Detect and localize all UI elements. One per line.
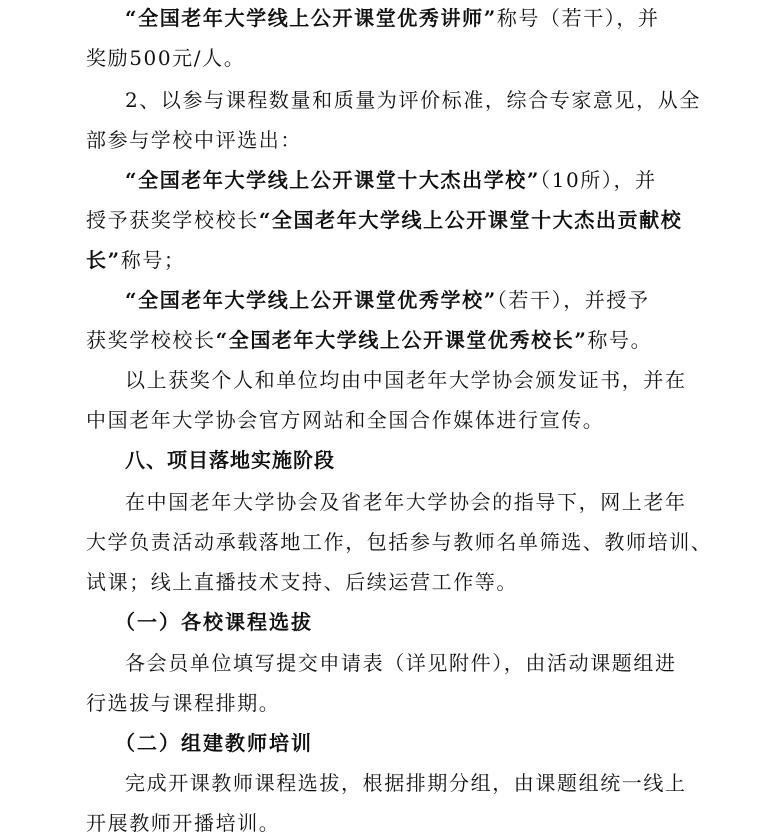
item2-line2: 部参与学校中评选出：	[86, 128, 302, 152]
excellent-school-title: “全国老年大学线上公开课堂优秀学校”	[125, 288, 497, 312]
top10-cont2-plain: 称号；	[120, 248, 186, 272]
top10-school-cont2	[86, 248, 767, 272]
teacher-award-line	[125, 6, 767, 30]
top10-school-line	[125, 168, 767, 192]
top10-cont-plain: 授予获奖学校校长	[86, 208, 259, 232]
top10-principal-title-end: 长”	[86, 248, 121, 272]
certificate-line2: 中国老年大学协会官方网站和全国合作媒体进行宣传。	[86, 408, 605, 432]
top10-principal-title: “全国老年大学线上公开课堂十大杰出贡献校	[258, 208, 683, 232]
subsection1-line2: 行选拔与课程排期。	[86, 691, 281, 715]
excellent-cont-plain: 获奖学校校长	[86, 328, 216, 352]
section8-intro-line1: 在中国老年大学协会及省老年大学协会的指导下，网上老年	[125, 490, 687, 514]
section8-intro-line2: 大学负责活动承载落地工作，包括参与教师名单筛选、教师培训、	[86, 530, 713, 554]
subsection2-heading: （二）组建教师培训	[115, 731, 313, 755]
teacher-award-title: “全国老年大学线上公开课堂优秀讲师”	[125, 6, 497, 30]
item2-line1: 2、以参与课程数量和质量为评价标准，综合专家意见，从全	[125, 88, 701, 112]
excellent-cont-tail: 称号。	[587, 328, 653, 352]
excellent-school-cont	[86, 328, 767, 352]
certificate-line1: 以上获奖个人和单位均由中国老年大学协会颁发证书，并在	[125, 368, 687, 392]
excellent-school-rest: （若干），并授予	[496, 288, 650, 312]
excellent-principal-title: “全国老年大学线上公开课堂优秀校长”	[215, 328, 588, 352]
subsection2-line2: 开展教师开播培训。	[86, 811, 281, 835]
top10-school-title: “全国老年大学线上公开课堂十大杰出学校”	[125, 168, 541, 192]
teacher-award-cont: 奖励500元/人。	[86, 46, 246, 70]
section8-intro-line3: 试课；线上直播技术支持、后续运营工作等。	[86, 570, 518, 594]
top10-school-cont	[86, 208, 767, 232]
subsection1-heading: （一）各校课程选拔	[115, 610, 313, 634]
subsection2-line1: 完成开课教师课程选拔，根据排期分组，由课题组统一线上	[125, 771, 687, 795]
subsection1-line1: 各会员单位填写提交申请表（详见附件），由活动课题组进	[125, 651, 677, 675]
excellent-school-line	[125, 288, 767, 312]
section8-heading: 八、项目落地实施阶段	[125, 448, 335, 472]
top10-school-rest: （10所），并	[540, 168, 657, 192]
teacher-award-rest: 称号（若干），并	[496, 6, 660, 30]
